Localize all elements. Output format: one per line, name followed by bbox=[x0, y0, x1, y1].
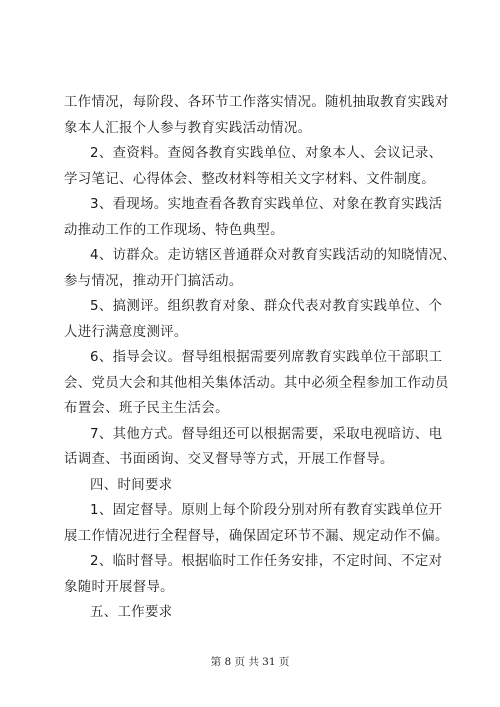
text-line: 学习笔记、心得体会、整改材料等相关文字材料、文件制度。 bbox=[64, 171, 435, 187]
text-line: 人进行满意度测评。 bbox=[64, 324, 188, 340]
text-line: 4、访群众。走访辖区普通群众对教育实践活动的知晓情况、 bbox=[90, 248, 457, 263]
paragraph bbox=[64, 192, 450, 243]
page-footer: 第 8 页 共 31 页 bbox=[210, 656, 290, 668]
paragraph bbox=[64, 498, 450, 549]
text-line: 展工作情况进行全程督导，确保固定环节不漏、规定动作不偏。 bbox=[64, 528, 449, 544]
paragraph bbox=[64, 294, 450, 345]
paragraph bbox=[64, 243, 457, 294]
text-line: 6、指导会议。督导组根据需要列席教育实践单位干部职工 bbox=[90, 350, 443, 365]
text-line: 7、其他方式。督导组还可以根据需要，采取电视暗访、电 bbox=[90, 426, 443, 442]
text-line: 四、时间要求 bbox=[90, 477, 173, 493]
text-line: 1、固定督导。原则上每个阶段分别对所有教育实践单位开 bbox=[90, 503, 443, 518]
paragraph bbox=[64, 345, 450, 422]
text-line: 3、看现场。实地查看各教育实践单位、对象在教育实践活 bbox=[90, 197, 443, 212]
paragraph bbox=[64, 141, 450, 192]
text-line: 2、临时督导。根据临时工作任务安排，不定时间、不定对 bbox=[90, 554, 443, 569]
paragraph bbox=[64, 600, 450, 626]
text-line: 象随时开展督导。 bbox=[64, 579, 174, 595]
text-line: 5、搞测评。组织教育对象、群众代表对教育实践单位、个 bbox=[90, 299, 443, 314]
paragraph bbox=[64, 549, 450, 600]
text-line: 参与情况，推动开门搞活动。 bbox=[64, 273, 243, 289]
text-line: 2、查资料。查阅各教育实践单位、对象本人、会议记录、 bbox=[90, 146, 443, 161]
text-line: 动推动工作的工作现场、特色典型。 bbox=[64, 222, 284, 238]
text-line: 布置会、班子民主生活会。 bbox=[64, 401, 229, 416]
paragraph bbox=[64, 90, 450, 141]
paragraph bbox=[64, 422, 450, 473]
paragraph bbox=[64, 473, 450, 499]
document-body bbox=[64, 90, 457, 626]
text-line: 话调查、书面函询、交叉督导等方式，开展工作督导。 bbox=[64, 452, 394, 467]
text-line: 象本人汇报个人参与教育实践活动情况。 bbox=[64, 120, 312, 136]
text-line: 五、工作要求 bbox=[90, 605, 173, 620]
text-line: 工作情况，每阶段、各环节工作落实情况。随机抽取教育实践对 bbox=[64, 95, 449, 110]
text-line: 会、党员大会和其他相关集体活动。其中必须全程参加工作动员 bbox=[64, 375, 449, 391]
